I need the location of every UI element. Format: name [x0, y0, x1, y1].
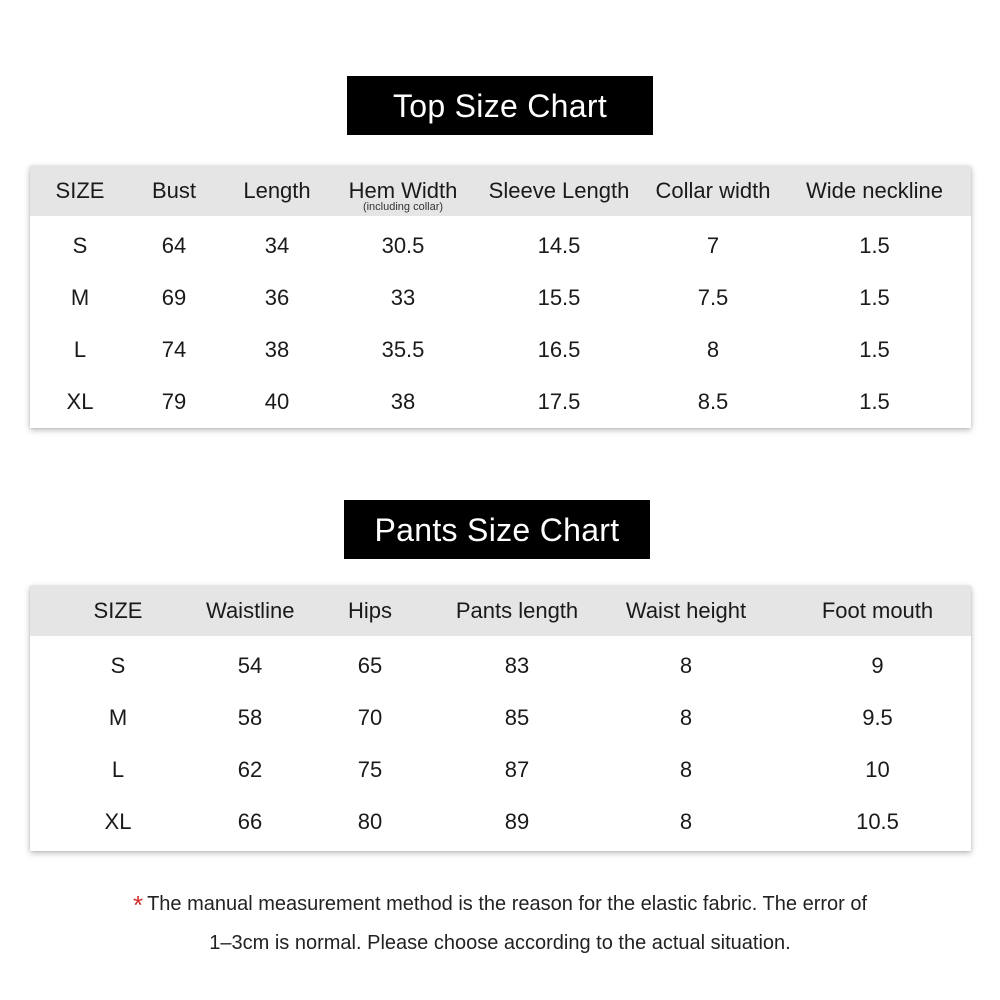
column-header: Foot mouth [821, 598, 934, 623]
table-cell: 66 [237, 809, 263, 834]
table-cell: 7.5 [697, 285, 729, 310]
table-row [30, 376, 971, 428]
table-header-row [30, 166, 971, 216]
table-cell: XL [66, 389, 94, 414]
pants-size-table-card [30, 586, 971, 851]
table-cell: 87 [504, 757, 530, 782]
table-cell: 7 [706, 233, 720, 258]
table-cell: 38 [264, 337, 290, 362]
table-cell: 35.5 [381, 337, 425, 362]
table-cell: 80 [357, 809, 383, 834]
table-cell: 30.5 [381, 233, 425, 258]
table-cell: 8 [679, 757, 693, 782]
table-cell: 8 [679, 653, 693, 678]
table-cell: 70 [357, 705, 383, 730]
table-cell: S [72, 233, 88, 258]
column-header: Waistline [206, 598, 295, 623]
hem-width-note: (including collar) [362, 201, 444, 213]
table-row [30, 216, 971, 272]
table-row [30, 272, 971, 324]
table-cell: 74 [161, 337, 187, 362]
pants-size-chart-title: Pants Size Chart [344, 500, 650, 559]
table-cell: 58 [237, 705, 263, 730]
column-header: Collar width [655, 178, 771, 203]
column-header: SIZE [55, 178, 105, 203]
table-cell: 10.5 [856, 809, 899, 834]
column-header: Sleeve Length [488, 178, 630, 203]
table-cell: 14.5 [537, 233, 581, 258]
table-cell: 8.5 [697, 389, 729, 414]
column-header: Hem Width (including collar) [336, 166, 470, 216]
table-row [30, 636, 971, 692]
table-cell: M [108, 705, 128, 730]
table-cell: 10 [865, 757, 890, 782]
table-cell: 40 [264, 389, 290, 414]
table-cell: 1.5 [859, 337, 890, 362]
measurement-note [60, 885, 940, 962]
table-cell: 85 [504, 705, 530, 730]
table-header-row [30, 586, 971, 636]
table-cell: 69 [161, 285, 187, 310]
note-line-1 [60, 885, 940, 924]
column-header: SIZE [93, 598, 143, 623]
table-cell: 16.5 [537, 337, 581, 362]
table-row [30, 796, 971, 848]
table-cell: 62 [237, 757, 263, 782]
top-size-chart-title: Top Size Chart [347, 76, 653, 135]
table-cell: 38 [390, 389, 416, 414]
table-cell: M [70, 285, 90, 310]
table-row [30, 744, 971, 796]
column-header: Pants length [455, 598, 579, 623]
table-cell: 8 [679, 705, 693, 730]
table-cell: 36 [264, 285, 290, 310]
table-cell: 34 [264, 233, 290, 258]
table-cell: 65 [357, 653, 383, 678]
table-cell: L [73, 337, 87, 362]
column-header: Wide neckline [806, 178, 943, 203]
column-header: Hips [347, 598, 392, 623]
table-cell: 1.5 [859, 233, 890, 258]
table-row [30, 324, 971, 376]
table-cell: 79 [161, 389, 187, 414]
table-cell: 33 [390, 285, 416, 310]
top-size-table-card [30, 166, 971, 428]
table-cell: 1.5 [859, 285, 890, 310]
column-header: Length [243, 178, 311, 203]
note-line-2: 1–3cm is normal. Please choose according to the actual situation. [209, 932, 791, 954]
table-cell: L [111, 757, 125, 782]
pants-size-table [30, 586, 971, 848]
table-cell: S [110, 653, 126, 678]
column-header: Bust [151, 178, 197, 203]
table-cell: 1.5 [859, 389, 890, 414]
table-cell: 83 [504, 653, 530, 678]
table-cell: XL [104, 809, 132, 834]
table-row [30, 692, 971, 744]
note-text-1: The manual measurement method is the reason for the elastic fabric. The error of [147, 893, 868, 915]
top-size-table [30, 166, 971, 428]
table-cell: 8 [679, 809, 693, 834]
table-cell: 9.5 [862, 705, 893, 730]
column-header: Waist height [625, 598, 747, 623]
asterisk-icon: * [132, 890, 144, 920]
table-cell: 89 [504, 809, 530, 834]
table-cell: 9 [871, 653, 884, 678]
table-cell: 8 [706, 337, 720, 362]
table-cell: 17.5 [537, 389, 581, 414]
table-cell: 54 [237, 653, 263, 678]
table-cell: 15.5 [537, 285, 581, 310]
table-cell: 75 [357, 757, 383, 782]
table-cell: 64 [161, 233, 187, 258]
